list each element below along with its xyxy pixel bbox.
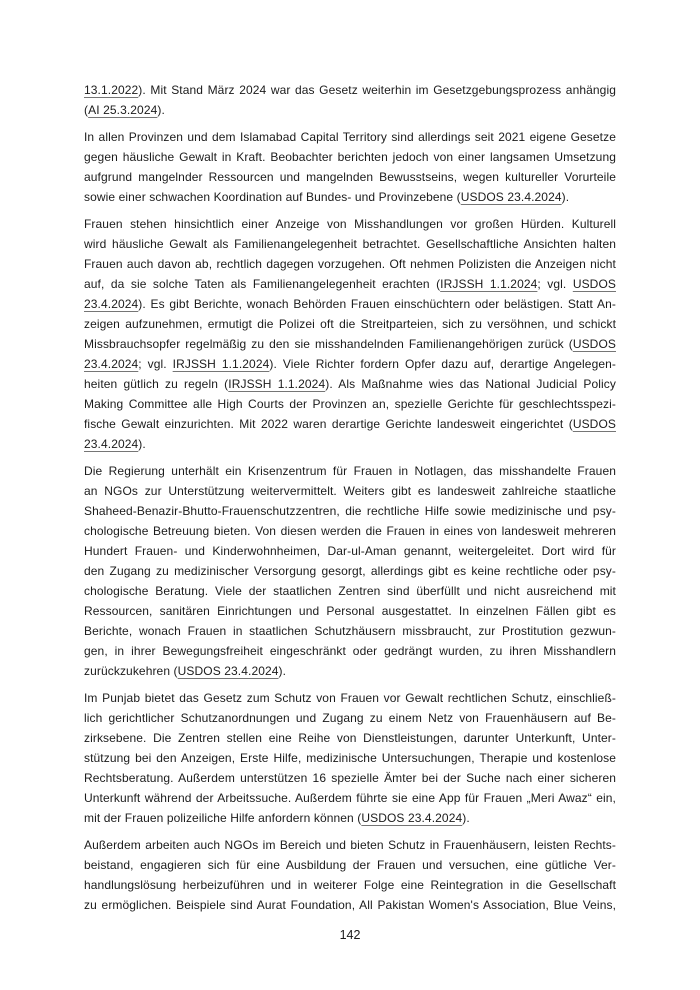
text-segment: Außerdem arbeiten auch NGOs im Bereich und bieten Schutz in Frauenhäusern, leisten Rechts- xyxy=(84,838,616,852)
text-line xyxy=(84,561,616,581)
text-segment: sowie einer schwachen Koordination auf Bundes- und Provinzebene ( xyxy=(84,190,461,204)
text-line xyxy=(84,354,616,374)
text-segment: ). xyxy=(278,664,287,678)
citation-link[interactable]: USDOS xyxy=(572,417,616,431)
text-segment: Rechtsberatung. Außerdem unterstützen 16 spezielle Ämter bei der Suche nach einer sicheren xyxy=(84,771,616,785)
text-segment: ). Als Maßnahme wies das National Judicial Policy xyxy=(325,377,616,391)
text-line xyxy=(84,708,616,728)
text-line xyxy=(84,394,616,414)
text-segment: aufgrund mangelnder Ressourcen und mangelnden Bewusstseins, wegen kultureller Vorurteile xyxy=(84,170,616,184)
citation-link[interactable]: USDOS xyxy=(572,337,616,351)
text-line xyxy=(84,254,616,274)
text-line xyxy=(84,187,616,207)
text-segment: Die Regierung unterhält ein Krisenzentrum für Frauen in Notlagen, das misshandelte Frauen xyxy=(84,464,616,478)
paragraph xyxy=(84,461,616,681)
paragraph xyxy=(84,214,616,454)
text-line xyxy=(84,808,616,828)
text-line xyxy=(84,100,616,120)
citation-link[interactable]: 13.1.2022 xyxy=(84,83,139,97)
paragraph xyxy=(84,835,616,915)
text-segment: gegen häusliche Gewalt in Kraft. Beobachter berichten jedoch von einer langsamen Umsetzung xyxy=(84,150,616,164)
text-line xyxy=(84,788,616,808)
citation-link[interactable]: 23.4.2024 xyxy=(84,357,139,371)
text-segment: wird häusliche Gewalt als Familienangelegenheit betrachtet. Gesellschaftliche Ansichten halten xyxy=(84,237,616,251)
text-segment: auf, da sie solche Taten als Familienangelegenheit erachten ( xyxy=(84,277,441,291)
text-segment: ). xyxy=(462,811,470,825)
text-segment: Frauen stehen hinsichtlich einer Anzeige von Misshandlungen vor großen Hürden. Kulturell xyxy=(84,217,616,231)
text-line xyxy=(84,641,616,661)
text-line xyxy=(84,581,616,601)
text-segment: Missbrauchsopfer regelmäßig zu den sie misshandelnden Familienangehörigen zurück ( xyxy=(84,337,573,351)
text-segment: handlungslösung herbeizuführen und in weiterer Folge eine Reintegration in die Gesellschaft xyxy=(84,878,616,892)
text-segment: fische Gewalt einzurichten. Mit 2022 waren derartige Gerichte landesweit eingerichtet ( xyxy=(84,417,573,431)
text-line xyxy=(84,661,616,681)
text-line xyxy=(84,80,616,100)
text-segment: Hundert Frauen- und Kinderwohnheimen, Dar-ul-Aman genannt, weitergeleitet. Dort wird für xyxy=(84,544,616,558)
text-line xyxy=(84,147,616,167)
text-line xyxy=(84,234,616,254)
text-segment: heiten gütlich zu regeln ( xyxy=(84,377,229,391)
text-line xyxy=(84,728,616,748)
text-line xyxy=(84,434,616,454)
text-segment: chologische Beratung. Viele der staatlichen Zentren sind überfüllt und nicht ausreichend mit xyxy=(84,584,616,598)
text-segment: zeigen aufzunehmen, ermutigt die Polizei oft die Streitparteien, sich zu versöhnen, und schickt xyxy=(84,317,616,331)
text-line xyxy=(84,601,616,621)
text-segment: mit der Frauen polizeiliche Hilfe anfordern können ( xyxy=(84,811,362,825)
paragraph xyxy=(84,80,616,120)
citation-link[interactable]: USDOS 23.4.2024 xyxy=(460,190,562,204)
text-segment: Ressourcen, sanitären Einrichtungen und Personal ausgestattet. In einzelnen Fällen gibt es xyxy=(84,604,616,618)
text-segment: lich gerichtlicher Schutzanordnungen und Zugang zu einem Netz von Frauenhäusern auf Be- xyxy=(84,711,616,725)
text-segment: zirksebene. Die Zentren stellen eine Reihe von Dienstleistungen, darunter Unterkunft, Unter- xyxy=(84,731,616,745)
text-line xyxy=(84,481,616,501)
text-segment: ). Mit Stand März 2024 war das Gesetz weiterhin im Gesetzgebungsprozess anhängig xyxy=(138,83,616,97)
text-segment: stützung bei den Anzeigen, Erste Hilfe, medizinische Untersuchungen, Therapie und kostenlose xyxy=(84,751,616,765)
text-line xyxy=(84,314,616,334)
text-segment: Frauen auch davon ab, rechtlich dagegen vorzugehen. Oft nehmen Polizisten die Anzeigen nicht xyxy=(84,257,616,271)
text-segment: zu ermöglichen. Beispiele sind Aurat Foundation, All Pakistan Women's Association, Blue Veins, xyxy=(84,898,616,912)
text-line xyxy=(84,127,616,147)
text-line xyxy=(84,374,616,394)
text-segment: chologische Betreuung bieten. Von diesen werden die Frauen in eines von landesweit mehreren xyxy=(84,524,616,538)
citation-link[interactable]: IRJSSH 1.1.2024 xyxy=(228,377,326,391)
text-line xyxy=(84,274,616,294)
text-line xyxy=(84,895,616,915)
text-line xyxy=(84,835,616,855)
text-segment: Shaheed-Benazir-Bhutto-Frauenschutzzentren, die rechtliche Hilfe sowie medizinische und psy- xyxy=(84,504,616,518)
text-line xyxy=(84,334,616,354)
text-segment: an NGOs zur Unterstützung weitervermittelt. Weiters gibt es landesweit zahlreiche staatliche xyxy=(84,484,616,498)
citation-link[interactable]: USDOS 23.4.2024 xyxy=(177,664,279,678)
text-segment: ). xyxy=(157,103,165,117)
text-line xyxy=(84,855,616,875)
text-segment: ; vgl. xyxy=(537,277,573,291)
citation-link[interactable]: USDOS 23.4.2024 xyxy=(361,811,463,825)
text-line xyxy=(84,167,616,187)
document-content xyxy=(84,80,616,922)
text-line xyxy=(84,541,616,561)
text-segment: In allen Provinzen und dem Islamabad Capital Territory sind allerdings seit 2021 eigene Gesetze xyxy=(84,130,616,144)
citation-link[interactable]: IRJSSH 1.1.2024 xyxy=(440,277,538,291)
text-segment: Berichte, wonach Frauen in staatlichen Schutzhäusern missbraucht, zur Prostitution gezwun- xyxy=(84,624,616,638)
text-segment: ). xyxy=(561,190,570,204)
text-line xyxy=(84,768,616,788)
text-segment: Making Committee alle High Courts der Provinzen an, spezielle Gerichte für geschlechtsspezi- xyxy=(84,397,616,411)
citation-link[interactable]: 23.4.2024 xyxy=(84,437,139,451)
page-number: 142 xyxy=(339,928,361,942)
paragraph xyxy=(84,127,616,207)
text-segment: zurückzukehren ( xyxy=(84,664,178,678)
citation-link[interactable]: USDOS xyxy=(572,277,616,291)
citation-link[interactable]: AI 25.3.2024 xyxy=(88,103,158,117)
text-segment: den Zugang zu medizinischer Versorgung gesorgt, allerdings gibt es keine rechtliche oder psy- xyxy=(84,564,616,578)
text-line xyxy=(84,688,616,708)
citation-link[interactable]: 23.4.2024 xyxy=(84,297,139,311)
text-line xyxy=(84,521,616,541)
text-segment: ). Viele Richter fordern Opfer dazu auf, derartige Angelegen- xyxy=(269,357,617,371)
text-line xyxy=(84,621,616,641)
text-segment: beistand, engagieren sich für eine Ausbildung der Frauen und versuchen, eine gütliche Ver- xyxy=(84,858,616,872)
text-line xyxy=(84,875,616,895)
text-line xyxy=(84,214,616,234)
text-segment: ). Es gibt Berichte, wonach Behörden Frauen einschüchtern oder belästigen. Statt An- xyxy=(138,297,616,311)
text-segment: Im Punjab bietet das Gesetz zum Schutz von Frauen vor Gewalt rechtlichen Schutz, einschließ- xyxy=(84,691,616,705)
citation-link[interactable]: IRJSSH 1.1.2024 xyxy=(172,357,270,371)
text-segment: ; vgl. xyxy=(138,357,173,371)
text-segment: ( xyxy=(84,103,89,117)
text-line xyxy=(84,414,616,434)
paragraph xyxy=(84,688,616,828)
text-segment: ). xyxy=(138,437,146,451)
text-segment: Unterkunft während der Arbeitssuche. Außerdem führte sie eine App für Frauen „Meri Awaz“ ein, xyxy=(84,791,616,805)
text-segment: gen, in ihrer Bewegungsfreiheit eingeschränkt oder gedrängt wurden, zu ihren Misshandlern xyxy=(84,644,616,658)
text-line xyxy=(84,748,616,768)
text-line xyxy=(84,501,616,521)
text-line xyxy=(84,294,616,314)
text-line xyxy=(84,461,616,481)
